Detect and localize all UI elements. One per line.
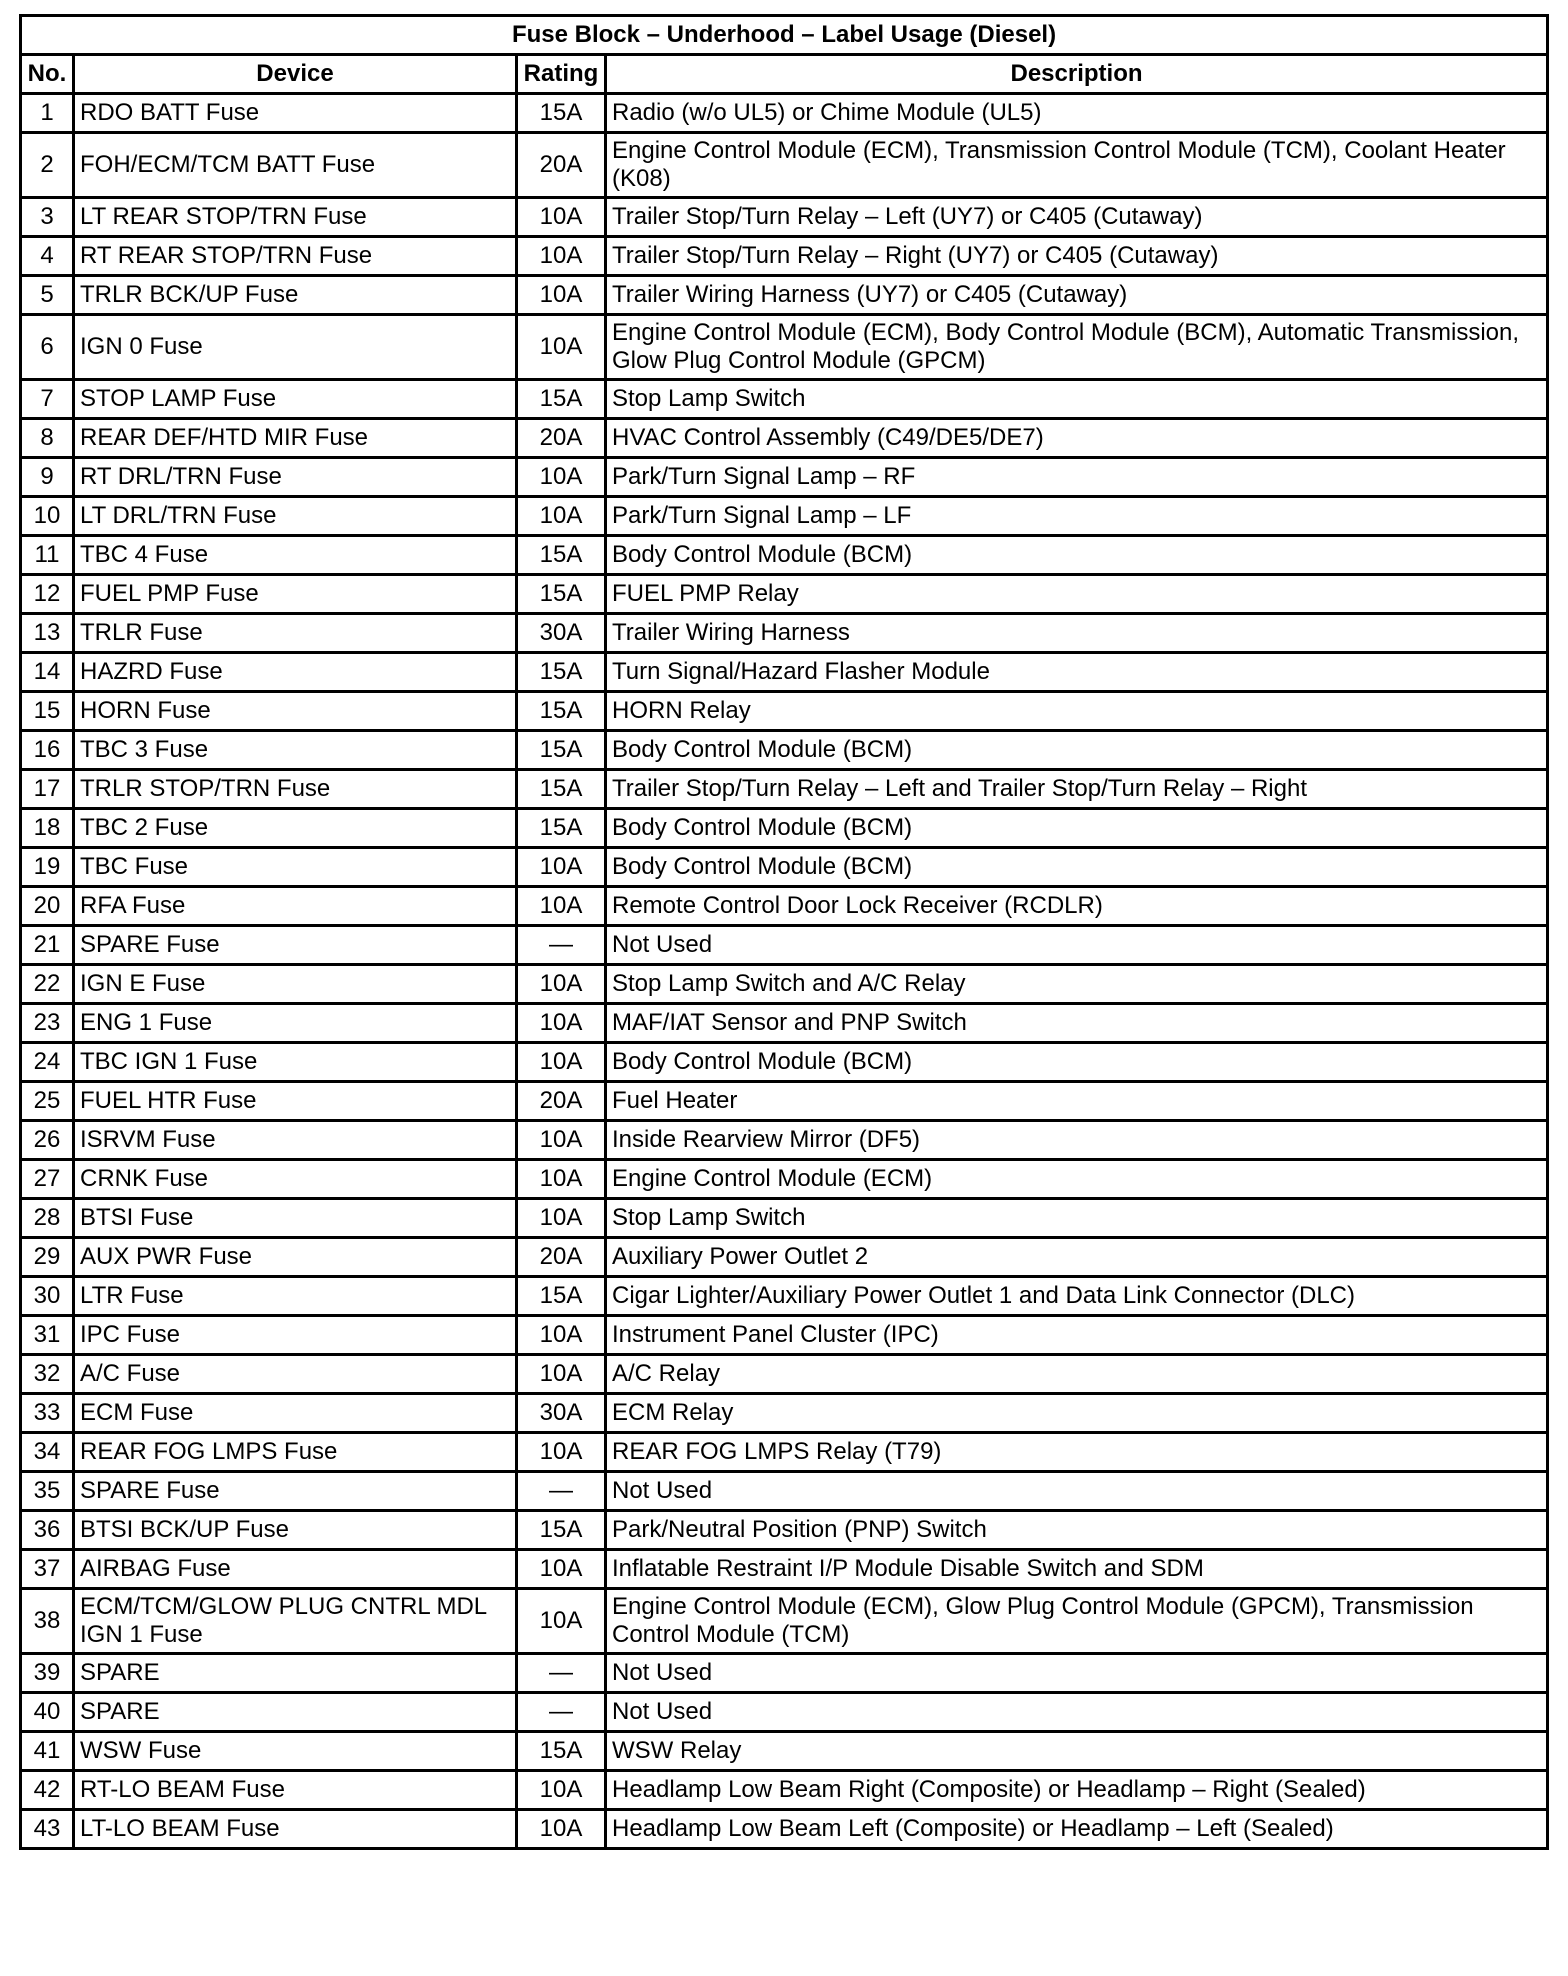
table-head xyxy=(21,16,1548,94)
cell-description: Park/Neutral Position (PNP) Switch xyxy=(606,1511,1548,1550)
cell-no: 38 xyxy=(21,1589,74,1654)
table-row xyxy=(21,1732,1548,1771)
cell-device: TRLR STOP/TRN Fuse xyxy=(74,770,517,809)
cell-no: 43 xyxy=(21,1810,74,1849)
cell-device: SPARE xyxy=(74,1693,517,1732)
cell-device: SPARE xyxy=(74,1654,517,1693)
title-row xyxy=(21,16,1548,55)
table-row xyxy=(21,1160,1548,1199)
table-row xyxy=(21,1277,1548,1316)
cell-rating: 10A xyxy=(517,848,606,887)
cell-rating: 10A xyxy=(517,1199,606,1238)
cell-no: 29 xyxy=(21,1238,74,1277)
cell-rating: 15A xyxy=(517,692,606,731)
cell-rating: — xyxy=(517,1472,606,1511)
table-row xyxy=(21,1355,1548,1394)
cell-rating: 20A xyxy=(517,1082,606,1121)
cell-device: LT-LO BEAM Fuse xyxy=(74,1810,517,1849)
table-row xyxy=(21,1004,1548,1043)
cell-rating: 10A xyxy=(517,276,606,315)
cell-no: 12 xyxy=(21,575,74,614)
cell-no: 34 xyxy=(21,1433,74,1472)
cell-device: STOP LAMP Fuse xyxy=(74,380,517,419)
cell-device: WSW Fuse xyxy=(74,1732,517,1771)
cell-rating: 10A xyxy=(517,237,606,276)
table-row xyxy=(21,1433,1548,1472)
cell-rating: 20A xyxy=(517,133,606,198)
cell-description: Park/Turn Signal Lamp – LF xyxy=(606,497,1548,536)
table-row xyxy=(21,1316,1548,1355)
table-row xyxy=(21,887,1548,926)
table-row xyxy=(21,770,1548,809)
cell-rating: 10A xyxy=(517,458,606,497)
cell-device: RFA Fuse xyxy=(74,887,517,926)
cell-rating: 10A xyxy=(517,198,606,237)
cell-device: FOH/ECM/TCM BATT Fuse xyxy=(74,133,517,198)
cell-device: TRLR BCK/UP Fuse xyxy=(74,276,517,315)
cell-description: HVAC Control Assembly (C49/DE5/DE7) xyxy=(606,419,1548,458)
cell-description: Fuel Heater xyxy=(606,1082,1548,1121)
cell-device: RT REAR STOP/TRN Fuse xyxy=(74,237,517,276)
cell-device: TBC 4 Fuse xyxy=(74,536,517,575)
table-row xyxy=(21,458,1548,497)
cell-rating: 10A xyxy=(517,1433,606,1472)
cell-device: HORN Fuse xyxy=(74,692,517,731)
cell-rating: 15A xyxy=(517,1511,606,1550)
table-row xyxy=(21,133,1548,198)
table-row xyxy=(21,1043,1548,1082)
cell-no: 6 xyxy=(21,315,74,380)
cell-description: Inside Rearview Mirror (DF5) xyxy=(606,1121,1548,1160)
table-row xyxy=(21,536,1548,575)
cell-description: Headlamp Low Beam Left (Composite) or Headlamp – Left (Sealed) xyxy=(606,1810,1548,1849)
cell-device: RT-LO BEAM Fuse xyxy=(74,1771,517,1810)
table-row xyxy=(21,1082,1548,1121)
table-row xyxy=(21,1199,1548,1238)
cell-device: FUEL PMP Fuse xyxy=(74,575,517,614)
cell-description: MAF/IAT Sensor and PNP Switch xyxy=(606,1004,1548,1043)
cell-rating: 10A xyxy=(517,1589,606,1654)
cell-rating: — xyxy=(517,1693,606,1732)
cell-rating: 30A xyxy=(517,1394,606,1433)
table-row xyxy=(21,809,1548,848)
cell-no: 23 xyxy=(21,1004,74,1043)
table-row xyxy=(21,1810,1548,1849)
cell-description: Engine Control Module (ECM), Glow Plug Control Module (GPCM), Transmission Control Module (TCM) xyxy=(606,1589,1548,1654)
cell-no: 17 xyxy=(21,770,74,809)
cell-description: A/C Relay xyxy=(606,1355,1548,1394)
cell-device: LT REAR STOP/TRN Fuse xyxy=(74,198,517,237)
cell-rating: 10A xyxy=(517,1771,606,1810)
cell-device: TBC 3 Fuse xyxy=(74,731,517,770)
cell-description: Headlamp Low Beam Right (Composite) or Headlamp – Right (Sealed) xyxy=(606,1771,1548,1810)
header-device: Device xyxy=(74,55,517,94)
table-title: Fuse Block – Underhood – Label Usage (Diesel) xyxy=(21,16,1548,55)
cell-rating: 20A xyxy=(517,1238,606,1277)
cell-no: 16 xyxy=(21,731,74,770)
cell-description: Trailer Wiring Harness xyxy=(606,614,1548,653)
header-description: Description xyxy=(606,55,1548,94)
table-row xyxy=(21,94,1548,133)
table-row xyxy=(21,1550,1548,1589)
cell-rating: — xyxy=(517,926,606,965)
cell-rating: 15A xyxy=(517,770,606,809)
cell-no: 25 xyxy=(21,1082,74,1121)
table-row xyxy=(21,653,1548,692)
cell-rating: 10A xyxy=(517,1355,606,1394)
cell-description: Not Used xyxy=(606,1472,1548,1511)
cell-rating: 10A xyxy=(517,315,606,380)
table-row xyxy=(21,198,1548,237)
cell-rating: 30A xyxy=(517,614,606,653)
cell-rating: 15A xyxy=(517,653,606,692)
table-row xyxy=(21,731,1548,770)
cell-description: Engine Control Module (ECM) xyxy=(606,1160,1548,1199)
cell-device: CRNK Fuse xyxy=(74,1160,517,1199)
cell-device: TRLR Fuse xyxy=(74,614,517,653)
cell-device: IGN 0 Fuse xyxy=(74,315,517,380)
cell-rating: 20A xyxy=(517,419,606,458)
cell-no: 39 xyxy=(21,1654,74,1693)
cell-no: 14 xyxy=(21,653,74,692)
table-row xyxy=(21,276,1548,315)
cell-device: A/C Fuse xyxy=(74,1355,517,1394)
cell-device: LT DRL/TRN Fuse xyxy=(74,497,517,536)
cell-no: 21 xyxy=(21,926,74,965)
cell-no: 32 xyxy=(21,1355,74,1394)
cell-description: ECM Relay xyxy=(606,1394,1548,1433)
cell-rating: 15A xyxy=(517,536,606,575)
table-row xyxy=(21,1394,1548,1433)
table-row xyxy=(21,315,1548,380)
table-row xyxy=(21,575,1548,614)
cell-no: 15 xyxy=(21,692,74,731)
cell-rating: 10A xyxy=(517,1004,606,1043)
cell-no: 33 xyxy=(21,1394,74,1433)
cell-description: Not Used xyxy=(606,1693,1548,1732)
cell-device: TBC 2 Fuse xyxy=(74,809,517,848)
cell-rating: 10A xyxy=(517,1121,606,1160)
table-row xyxy=(21,380,1548,419)
cell-description: Turn Signal/Hazard Flasher Module xyxy=(606,653,1548,692)
table-row xyxy=(21,1121,1548,1160)
table-row xyxy=(21,1238,1548,1277)
cell-rating: 10A xyxy=(517,497,606,536)
table-row xyxy=(21,692,1548,731)
table-row xyxy=(21,848,1548,887)
cell-device: RT DRL/TRN Fuse xyxy=(74,458,517,497)
cell-no: 11 xyxy=(21,536,74,575)
cell-no: 42 xyxy=(21,1771,74,1810)
cell-description: Park/Turn Signal Lamp – RF xyxy=(606,458,1548,497)
cell-no: 5 xyxy=(21,276,74,315)
cell-no: 22 xyxy=(21,965,74,1004)
cell-description: Trailer Stop/Turn Relay – Left and Trailer Stop/Turn Relay – Right xyxy=(606,770,1548,809)
cell-device: AIRBAG Fuse xyxy=(74,1550,517,1589)
cell-no: 24 xyxy=(21,1043,74,1082)
cell-description: Radio (w/o UL5) or Chime Module (UL5) xyxy=(606,94,1548,133)
cell-description: Body Control Module (BCM) xyxy=(606,848,1548,887)
cell-rating: 15A xyxy=(517,380,606,419)
table-row xyxy=(21,1654,1548,1693)
cell-device: FUEL HTR Fuse xyxy=(74,1082,517,1121)
cell-no: 20 xyxy=(21,887,74,926)
cell-device: SPARE Fuse xyxy=(74,926,517,965)
cell-rating: 15A xyxy=(517,731,606,770)
cell-description: Stop Lamp Switch xyxy=(606,1199,1548,1238)
cell-description: REAR FOG LMPS Relay (T79) xyxy=(606,1433,1548,1472)
cell-description: Auxiliary Power Outlet 2 xyxy=(606,1238,1548,1277)
table-row xyxy=(21,1693,1548,1732)
cell-no: 2 xyxy=(21,133,74,198)
cell-device: REAR DEF/HTD MIR Fuse xyxy=(74,419,517,458)
cell-no: 36 xyxy=(21,1511,74,1550)
cell-device: ECM Fuse xyxy=(74,1394,517,1433)
cell-no: 7 xyxy=(21,380,74,419)
cell-no: 4 xyxy=(21,237,74,276)
cell-device: LTR Fuse xyxy=(74,1277,517,1316)
cell-device: SPARE Fuse xyxy=(74,1472,517,1511)
cell-no: 30 xyxy=(21,1277,74,1316)
cell-description: Not Used xyxy=(606,926,1548,965)
cell-rating: 15A xyxy=(517,575,606,614)
cell-no: 27 xyxy=(21,1160,74,1199)
cell-no: 28 xyxy=(21,1199,74,1238)
cell-description: Body Control Module (BCM) xyxy=(606,731,1548,770)
cell-description: HORN Relay xyxy=(606,692,1548,731)
cell-no: 19 xyxy=(21,848,74,887)
cell-description: Not Used xyxy=(606,1654,1548,1693)
cell-description: FUEL PMP Relay xyxy=(606,575,1548,614)
cell-device: REAR FOG LMPS Fuse xyxy=(74,1433,517,1472)
table-row xyxy=(21,926,1548,965)
cell-description: Trailer Stop/Turn Relay – Right (UY7) or C405 (Cutaway) xyxy=(606,237,1548,276)
cell-no: 13 xyxy=(21,614,74,653)
cell-device: AUX PWR Fuse xyxy=(74,1238,517,1277)
cell-description: Trailer Wiring Harness (UY7) or C405 (Cutaway) xyxy=(606,276,1548,315)
cell-rating: 10A xyxy=(517,1160,606,1199)
cell-no: 3 xyxy=(21,198,74,237)
table-body xyxy=(21,94,1548,1849)
table-row xyxy=(21,1771,1548,1810)
cell-description: Remote Control Door Lock Receiver (RCDLR) xyxy=(606,887,1548,926)
cell-device: TBC IGN 1 Fuse xyxy=(74,1043,517,1082)
cell-device: IPC Fuse xyxy=(74,1316,517,1355)
cell-description: WSW Relay xyxy=(606,1732,1548,1771)
cell-rating: 10A xyxy=(517,965,606,1004)
cell-no: 41 xyxy=(21,1732,74,1771)
cell-description: Stop Lamp Switch xyxy=(606,380,1548,419)
cell-rating: 15A xyxy=(517,1732,606,1771)
cell-no: 18 xyxy=(21,809,74,848)
cell-description: Trailer Stop/Turn Relay – Left (UY7) or C405 (Cutaway) xyxy=(606,198,1548,237)
fuse-table xyxy=(19,14,1549,1850)
cell-rating: 10A xyxy=(517,1810,606,1849)
cell-rating: 10A xyxy=(517,887,606,926)
cell-description: Cigar Lighter/Auxiliary Power Outlet 1 and Data Link Connector (DLC) xyxy=(606,1277,1548,1316)
cell-no: 37 xyxy=(21,1550,74,1589)
cell-description: Body Control Module (BCM) xyxy=(606,809,1548,848)
cell-device: BTSI Fuse xyxy=(74,1199,517,1238)
header-row xyxy=(21,55,1548,94)
cell-rating: 15A xyxy=(517,809,606,848)
cell-rating: 10A xyxy=(517,1043,606,1082)
cell-no: 26 xyxy=(21,1121,74,1160)
cell-device: TBC Fuse xyxy=(74,848,517,887)
table-row xyxy=(21,497,1548,536)
cell-device: ENG 1 Fuse xyxy=(74,1004,517,1043)
cell-device: IGN E Fuse xyxy=(74,965,517,1004)
cell-description: Body Control Module (BCM) xyxy=(606,536,1548,575)
cell-no: 10 xyxy=(21,497,74,536)
cell-device: BTSI BCK/UP Fuse xyxy=(74,1511,517,1550)
cell-device: RDO BATT Fuse xyxy=(74,94,517,133)
cell-rating: 10A xyxy=(517,1550,606,1589)
table-row xyxy=(21,614,1548,653)
cell-no: 8 xyxy=(21,419,74,458)
table-row xyxy=(21,237,1548,276)
header-no: No. xyxy=(21,55,74,94)
table-row xyxy=(21,419,1548,458)
table-row xyxy=(21,1589,1548,1654)
table-row xyxy=(21,1511,1548,1550)
cell-device: ECM/TCM/GLOW PLUG CNTRL MDL IGN 1 Fuse xyxy=(74,1589,517,1654)
cell-description: Engine Control Module (ECM), Transmission Control Module (TCM), Coolant Heater (K08) xyxy=(606,133,1548,198)
cell-no: 31 xyxy=(21,1316,74,1355)
table-row xyxy=(21,1472,1548,1511)
cell-device: ISRVM Fuse xyxy=(74,1121,517,1160)
table-row xyxy=(21,965,1548,1004)
cell-rating: — xyxy=(517,1654,606,1693)
cell-rating: 10A xyxy=(517,1316,606,1355)
cell-description: Stop Lamp Switch and A/C Relay xyxy=(606,965,1548,1004)
cell-no: 40 xyxy=(21,1693,74,1732)
cell-description: Body Control Module (BCM) xyxy=(606,1043,1548,1082)
cell-rating: 15A xyxy=(517,1277,606,1316)
cell-description: Instrument Panel Cluster (IPC) xyxy=(606,1316,1548,1355)
cell-description: Engine Control Module (ECM), Body Control Module (BCM), Automatic Transmission, Glow Plug Control Module (GPCM) xyxy=(606,315,1548,380)
cell-rating: 15A xyxy=(517,94,606,133)
cell-no: 35 xyxy=(21,1472,74,1511)
cell-no: 1 xyxy=(21,94,74,133)
cell-description: Inflatable Restraint I/P Module Disable Switch and SDM xyxy=(606,1550,1548,1589)
cell-device: HAZRD Fuse xyxy=(74,653,517,692)
header-rating: Rating xyxy=(517,55,606,94)
cell-no: 9 xyxy=(21,458,74,497)
